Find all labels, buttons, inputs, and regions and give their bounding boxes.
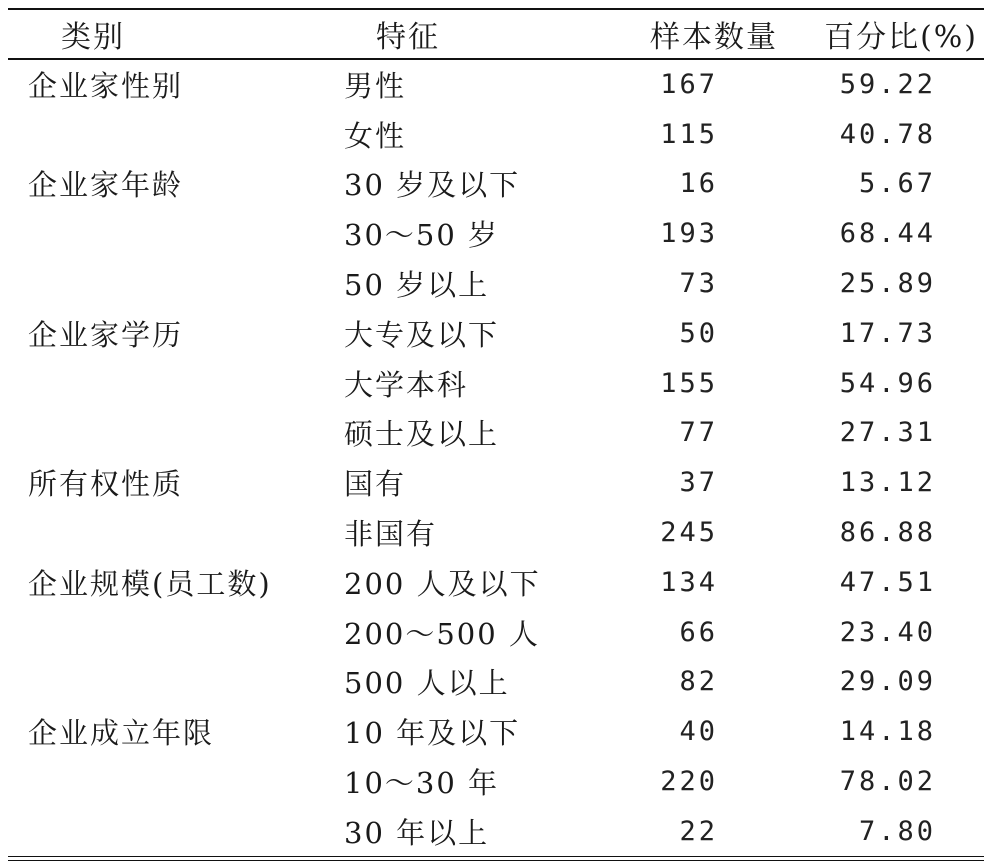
percent-cell: 68.44 [839, 218, 936, 250]
percent-cell: 7.80 [858, 815, 936, 847]
percent-cell: 27.31 [839, 417, 936, 449]
count-cell: 134 [660, 566, 718, 598]
table-row [8, 757, 984, 807]
count-cell: 193 [660, 218, 718, 250]
count-cell: 37 [679, 467, 718, 499]
category-cell: 所有权性质 [28, 467, 184, 502]
count-cell: 167 [660, 68, 718, 100]
table-row [8, 607, 984, 657]
percent-cell: 17.73 [839, 317, 936, 349]
percent-cell: 25.89 [839, 268, 936, 300]
feature-cell: 200～500 人 [344, 616, 540, 651]
percent-cell: 86.88 [839, 517, 936, 549]
header-feature-cell [328, 12, 618, 56]
count-cell: 16 [679, 168, 718, 200]
percent-cell: 23.40 [839, 616, 936, 648]
table-row [8, 159, 984, 209]
percent-cell: 40.78 [839, 118, 936, 150]
count-cell: 40 [679, 716, 718, 748]
feature-cell: 10～30 年 [344, 766, 500, 801]
table-row [8, 259, 984, 309]
count-cell: 245 [660, 517, 718, 549]
table-bottom-rule [8, 856, 984, 861]
header-category: 类别 [61, 20, 125, 55]
feature-cell: 非国有 [344, 517, 438, 552]
table-row [8, 109, 984, 159]
category-cell: 企业规模(员工数) [28, 566, 272, 601]
feature-cell: 10 年及以下 [344, 716, 521, 751]
count-cell: 155 [660, 367, 718, 399]
feature-cell: 大学本科 [344, 367, 469, 402]
count-cell: 22 [679, 815, 718, 847]
table-row [8, 557, 984, 607]
feature-cell: 女性 [344, 118, 407, 153]
feature-cell: 30 年以上 [344, 815, 490, 850]
feature-cell: 30～50 岁 [344, 218, 500, 253]
table-row [8, 707, 984, 757]
table-row [8, 408, 984, 458]
percent-cell: 54.96 [839, 367, 936, 399]
feature-cell: 大专及以下 [344, 317, 500, 352]
table-row [8, 358, 984, 408]
percent-cell: 29.09 [839, 666, 936, 698]
feature-cell: 国有 [344, 467, 407, 502]
percent-cell: 59.22 [839, 68, 936, 100]
category-cell: 企业成立年限 [28, 716, 215, 751]
count-cell: 66 [679, 616, 718, 648]
sample-characteristics-table [8, 8, 984, 861]
feature-cell: 500 人以上 [344, 666, 510, 701]
table-row [8, 657, 984, 707]
percent-cell: 14.18 [839, 716, 936, 748]
table-header-row [8, 10, 984, 58]
count-cell: 73 [679, 268, 718, 300]
table-row [8, 209, 984, 259]
category-cell: 企业家年龄 [28, 168, 184, 203]
feature-cell: 30 岁及以下 [344, 168, 521, 203]
category-cell: 企业家性别 [28, 68, 184, 103]
count-cell: 115 [660, 118, 718, 150]
header-feature: 特征 [376, 20, 440, 55]
percent-cell: 5.67 [858, 168, 936, 200]
percent-cell: 78.02 [839, 766, 936, 798]
percent-cell: 47.51 [839, 566, 936, 598]
table-row [8, 60, 984, 110]
table-row [8, 806, 984, 856]
percent-cell: 13.12 [839, 467, 936, 499]
feature-cell: 200 人及以下 [344, 566, 541, 601]
category-cell: 企业家学历 [28, 317, 184, 352]
count-cell: 77 [679, 417, 718, 449]
table-row [8, 458, 984, 508]
feature-cell: 50 岁以上 [344, 268, 490, 303]
feature-cell: 男性 [344, 68, 407, 103]
header-count: 样本数量 [650, 20, 778, 55]
header-percent: 百分比(%) [824, 20, 978, 55]
table-row [8, 308, 984, 358]
count-cell: 82 [679, 666, 718, 698]
table-body [8, 60, 984, 857]
count-cell: 50 [679, 317, 718, 349]
table-row [8, 508, 984, 558]
feature-cell: 硕士及以上 [344, 417, 500, 452]
header-category-cell [8, 12, 328, 56]
count-cell: 220 [660, 766, 718, 798]
